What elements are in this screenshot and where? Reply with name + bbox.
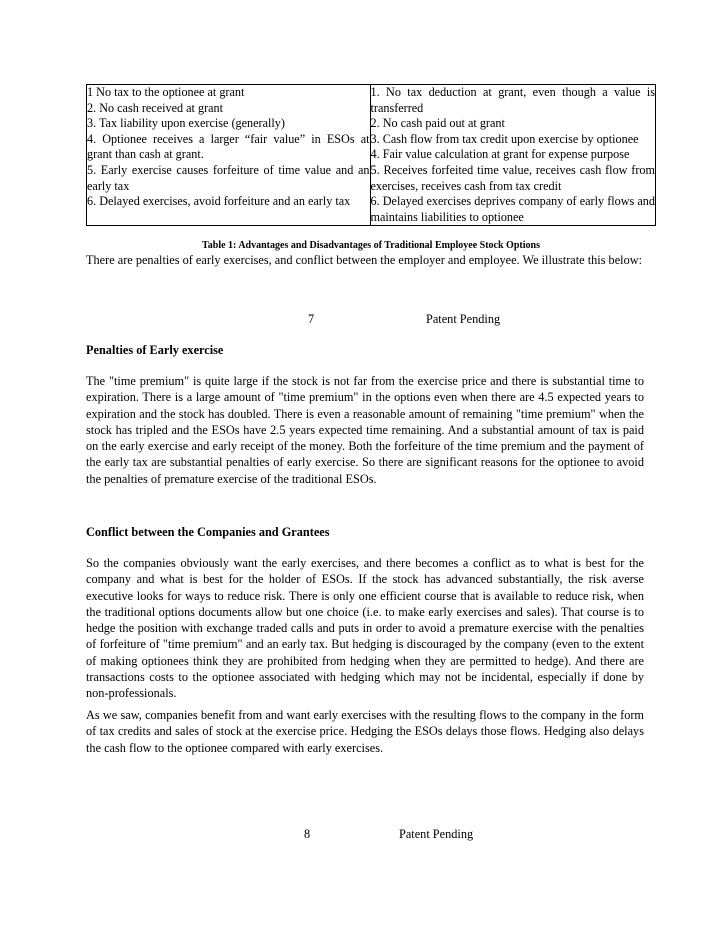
table-cell-item: 5. Receives forfeited time value, receives cash flow from exercises, receives cash from tax credit	[370, 162, 655, 193]
table-cell-item: 2. No cash received at grant	[87, 100, 224, 115]
table-cell-item: 4. Fair value calculation at grant for expense purpose	[370, 147, 630, 162]
patent-pending-label: Patent Pending	[426, 312, 501, 326]
company-column	[370, 85, 656, 226]
penalties-paragraph: The "time premium" is quite large if the stock is not far from the exercise price and there is substantial time to expiration. There is a large amount of "time premium" in the options even when there are 4.5 expected years to expiration and the stock has doubled. There is even a reasonable amount of remaining "time premium" when the stock has tripled and the ESOs have 2.5 years expected time remaining. And a substantial amount of tax is paid on the early exercise and early receipt of the money. Both the forfeiture of the time premium and the payment of the early tax are substantial penalties of early exercise. So there are significant reasons for the optionee to avoid the penalties of premature exercise of the traditional ESOs.	[86, 374, 644, 486]
table-cell-item: 2. No cash paid out at grant	[370, 116, 505, 131]
table-cell-item: 3. Cash flow from tax credit upon exercise by optionee	[370, 131, 639, 146]
table-cell-item: 3. Tax liability upon exercise (generally)	[87, 116, 285, 131]
table-cell-item: 5. Early exercise causes forfeiture of time value and an early tax	[87, 162, 370, 193]
table-cell-item: 4. Optionee receives a larger “fair value” in ESOs at grant than cash at grant.	[87, 131, 370, 162]
table-cell-item: 6. Delayed exercises deprives company of early flows and maintains liabilities to optionee	[370, 194, 655, 224]
table-cell-item: 1 No tax to the optionee at grant	[87, 85, 245, 99]
eso-comparison-table	[86, 84, 656, 226]
intro-paragraph: There are penalties of early exercises, and conflict between the employer and employee. We illustrate this below:	[86, 253, 643, 267]
table-row	[87, 85, 656, 226]
table-caption: Table 1: Advantages and Disadvantages of Traditional Employee Stock Options	[202, 240, 540, 251]
section-heading-conflict: Conflict between the Companies and Grantees	[86, 525, 330, 539]
table-cell-item: 6. Delayed exercises, avoid forfeiture and an early tax	[87, 194, 351, 209]
hedging-paragraph: As we saw, companies benefit from and want early exercises with the resulting flows to the company in the form of tax credits and sales of stock at the exercise price. Hedging the ESOs delays those flows. Hedging also delays the cash flow to the optionee compared with early exercises.	[86, 708, 644, 755]
optionee-column	[87, 85, 371, 226]
conflict-paragraph: So the companies obviously want the early exercises, and there becomes a conflict as to what is best for the company and what is best for the holder of ESOs. If the stock has advanced substantially, the risk averse executive looks for ways to reduce risk. There is only one efficient course that is available to reduce risk, when the traditional options documents allow but one choice (i.e. to make early exercises and sales). That course is to hedge the position with exchange traded calls and puts in order to avoid a premature exercise with the penalties of forfeiture of "time premium" and an early tax. But hedging is discouraged by the company (even to the extent of making optionees think they are prohibited from hedging when they are permitted to hedge). And there are transactions costs to the optionee associated with hedging which may not be incidental, especially if done by non-professionals.	[86, 556, 644, 701]
patent-pending-label: Patent Pending	[399, 827, 474, 841]
page-number: 7	[308, 312, 315, 326]
table-cell-item: 1. No tax deduction at grant, even though a value is transferred	[370, 85, 655, 115]
page-number: 8	[304, 827, 311, 841]
section-heading-penalties: Penalties of Early exercise	[86, 343, 224, 357]
